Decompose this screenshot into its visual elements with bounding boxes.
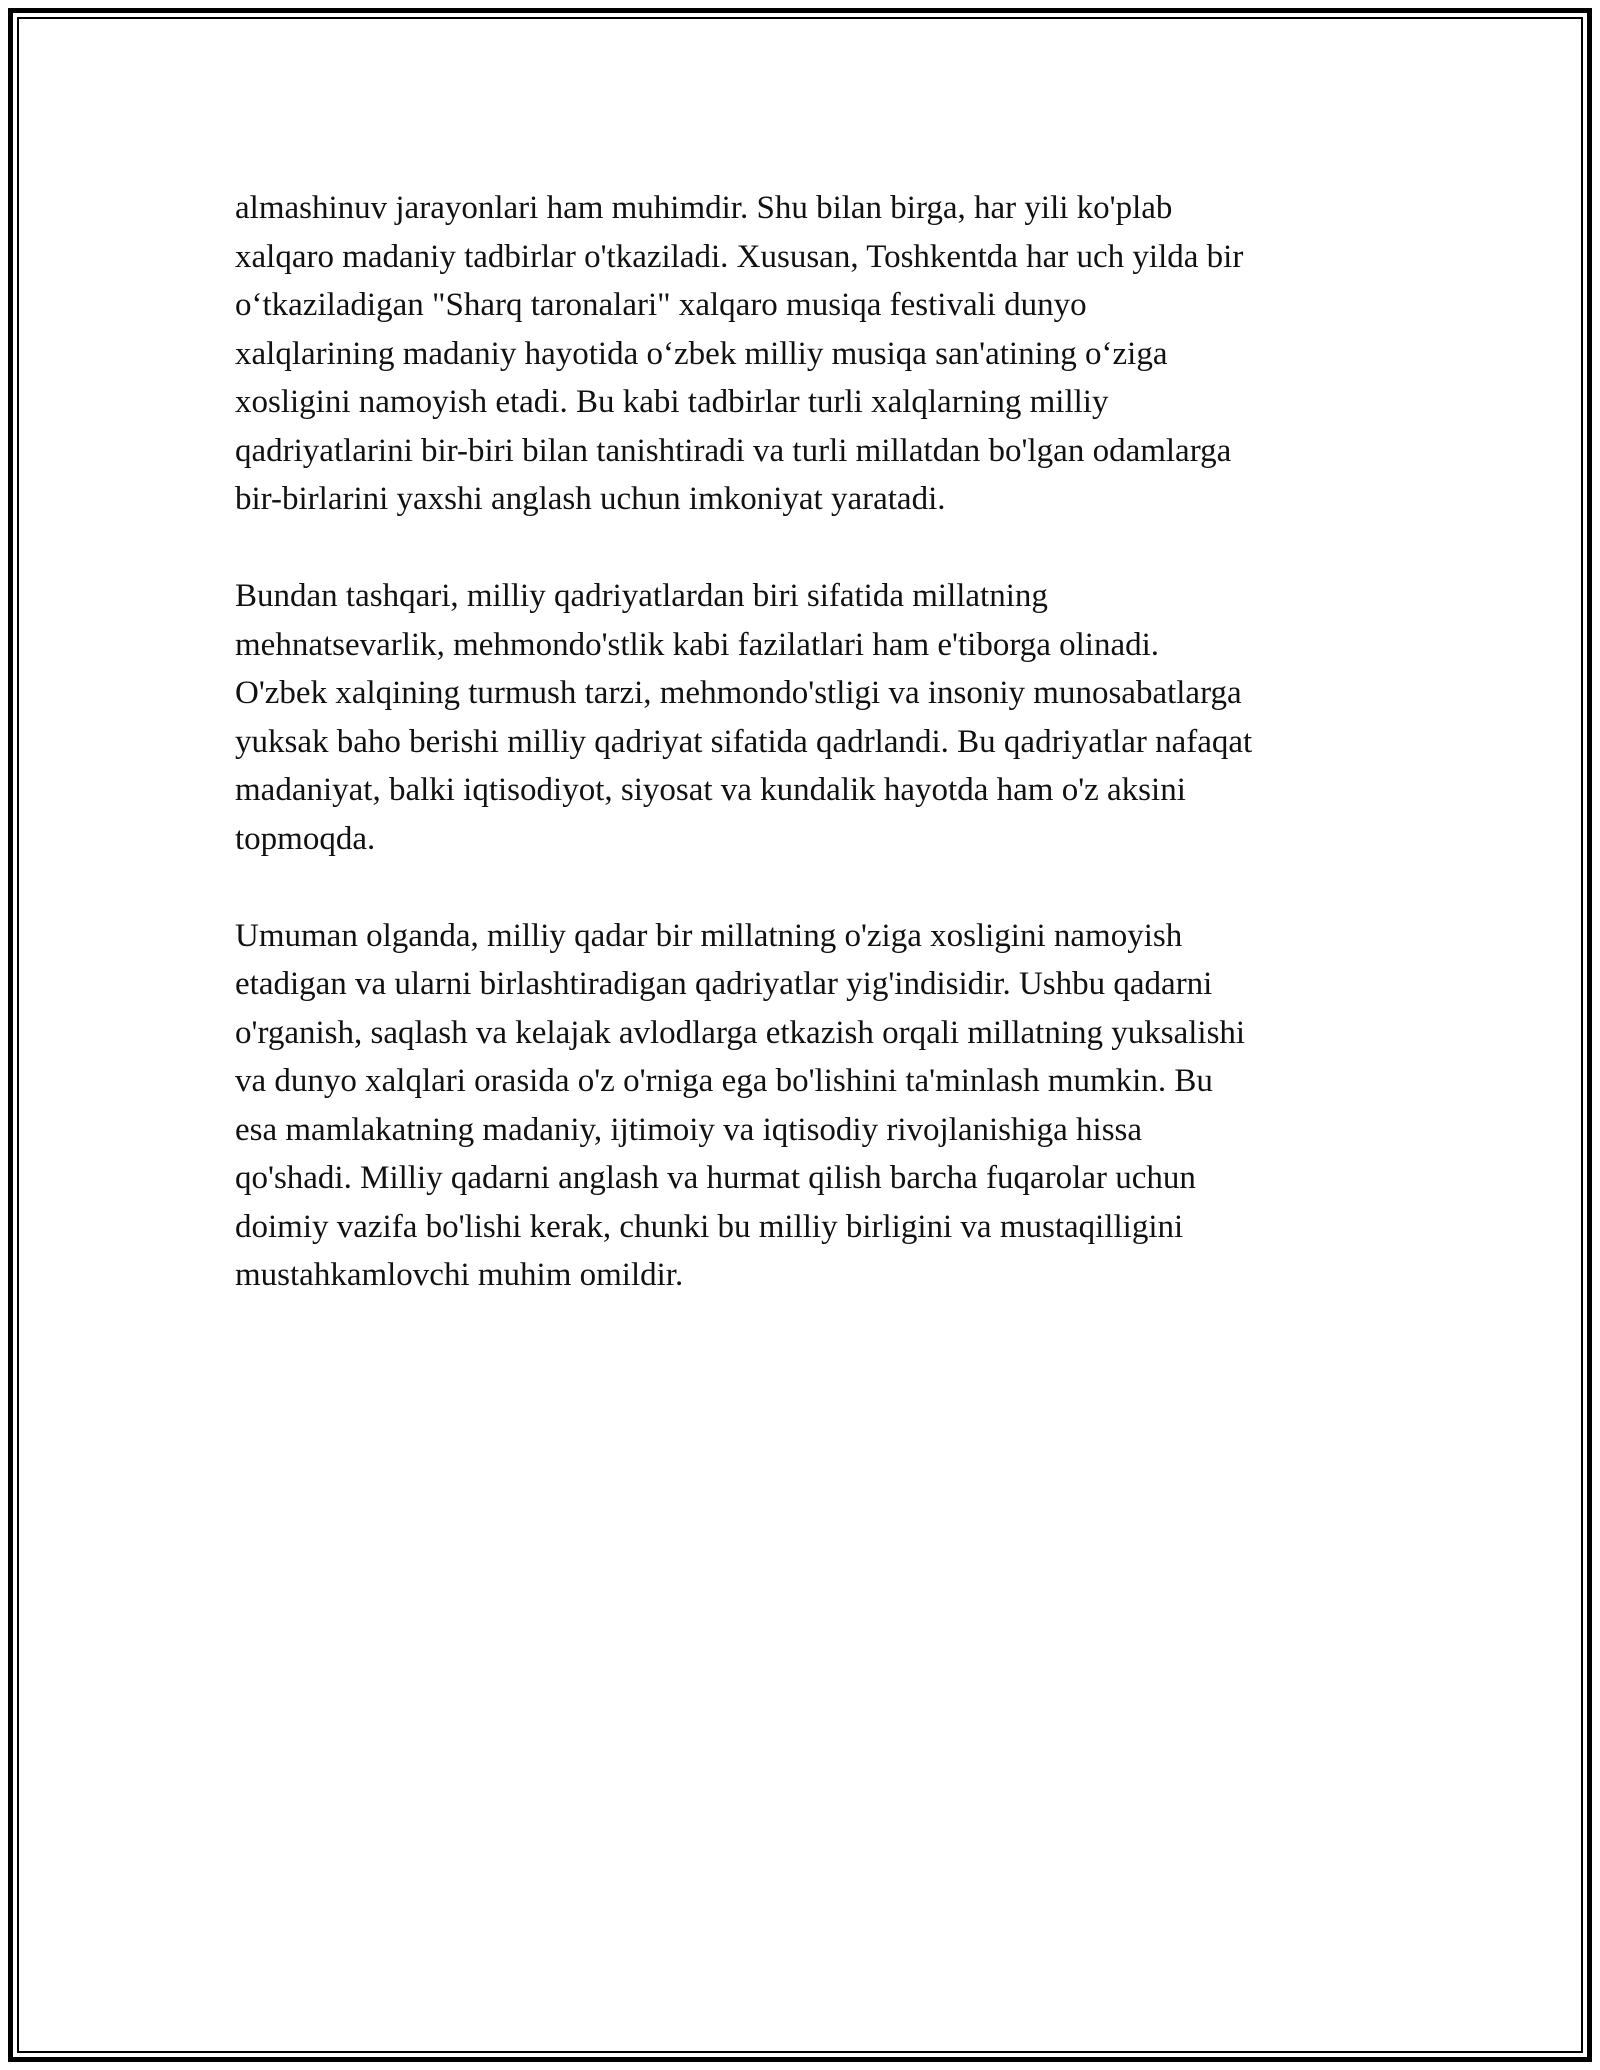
text-line: qo'shadi. Milliy qadarni anglash va hurmat qilish barcha fuqarolar uchun bbox=[235, 1160, 1196, 1196]
paragraph-3 bbox=[235, 912, 1385, 1300]
text-line: doimiy vazifa bo'lishi kerak, chunki bu milliy birligini va mustaqilligini bbox=[235, 1208, 1184, 1245]
text-line: xalqlarining madaniy hayotida o‘zbek milliy musiqa san'atining o‘ziga bbox=[235, 335, 1168, 372]
text-line: qadriyatlarini bir-biri bilan tanishtiradi va turli millatdan bo'lgan odamlarga bbox=[235, 432, 1232, 469]
text-line: O'zbek xalqining turmush tarzi, mehmondo'stligi va insoniy munosabatlarga bbox=[235, 675, 1242, 711]
text-line: Umuman olganda, milliy qadar bir millatning o'ziga xosligini namoyish bbox=[235, 917, 1183, 954]
text-line: bir-birlarini yaxshi anglash uchun imkoniyat yaratadi. bbox=[235, 481, 946, 517]
text-line: topmoqda. bbox=[235, 820, 376, 857]
text-line: almashinuv jarayonlari ham muhimdir. Shu bilan birga, har yili ko'plab bbox=[235, 190, 1173, 226]
text-line: o‘tkaziladigan "Sharq taronalari" xalqaro musiqa festivali dunyo bbox=[235, 287, 1087, 323]
text-line: madaniyat, balki iqtisodiyot, siyosat va kundalik hayotda ham o'z aksini bbox=[235, 772, 1186, 808]
text-line: yuksak baho berishi milliy qadriyat sifatida qadrlandi. Bu qadriyatlar nafaqat bbox=[235, 723, 1253, 760]
paragraph-1 bbox=[235, 184, 1385, 524]
text-line: Bundan tashqari, milliy qadriyatlardan biri sifatida millatning bbox=[235, 578, 1048, 614]
text-line: o'rganish, saqlash va kelajak avlodlarga etkazish orqali millatning yuksalishi bbox=[235, 1014, 1246, 1051]
text-line: xosligini namoyish etadi. Bu kabi tadbirlar turli xalqlarning milliy bbox=[235, 384, 1109, 420]
text-line: mustahkamlovchi muhim omildir. bbox=[235, 1257, 684, 1293]
document-body bbox=[235, 184, 1385, 1300]
text-line: etadigan va ularni birlashtiradigan qadriyatlar yig'indisidir. Ushbu qadarni bbox=[235, 966, 1213, 1002]
text-line: mehnatsevarlik, mehmondo'stlik kabi fazilatlari ham e'tiborga olinadi. bbox=[235, 626, 1160, 663]
paragraph-2 bbox=[235, 572, 1385, 863]
text-line: va dunyo xalqlari orasida o'z o'rniga ega bo'lishini ta'minlash mumkin. Bu bbox=[235, 1063, 1213, 1099]
text-line: esa mamlakatning madaniy, ijtimoiy va iqtisodiy rivojlanishiga hissa bbox=[235, 1111, 1143, 1148]
text-line: xalqaro madaniy tadbirlar o'tkaziladi. Xususan, Toshkentda har uch yilda bir bbox=[235, 238, 1244, 275]
